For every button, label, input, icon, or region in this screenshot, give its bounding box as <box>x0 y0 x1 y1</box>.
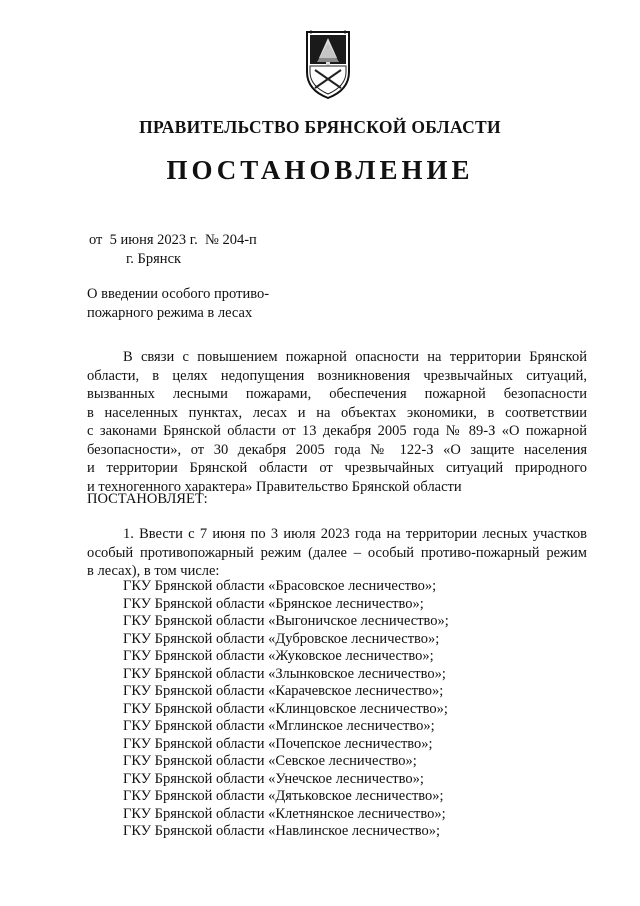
document-type-title: ПОСТАНОВЛЕНИЕ <box>166 155 474 185</box>
subject-line-2: пожарного режима в лесах <box>87 304 253 321</box>
clause-1-line: особый противопожарный режим (далее – особый противо-пожарный режим <box>87 544 587 561</box>
preamble-paragraph <box>87 348 587 496</box>
list-item: ГКУ Брянской области «Жуковское лесничество»; <box>123 648 434 664</box>
decree-word: ПОСТАНОВЛЯЕТ: <box>87 491 208 507</box>
forestry-list <box>123 578 449 841</box>
list-item: ГКУ Брянской области «Брасовское лесничество»; <box>123 578 437 594</box>
document-subject <box>87 285 269 322</box>
list-item: ГКУ Брянской области «Дубровское лесничество»; <box>123 630 440 647</box>
list-item: ГКУ Брянской области «Злынковское лесничество»; <box>123 665 446 682</box>
preamble-line: с законами Брянской области от 13 декабря 2005 года № 89-З «О пожарной <box>87 423 587 439</box>
list-item: ГКУ Брянской области «Выгоничское лесничество»; <box>123 613 449 629</box>
list-item: ГКУ Брянской области «Унечское лесничество»; <box>123 770 424 787</box>
clause-1-line: 1. Ввести с 7 июня по 3 июля 2023 года на территории лесных участков <box>123 526 587 542</box>
preamble-line: области, в целях недопущения возникновения чрезвычайных ситуаций, <box>87 367 587 384</box>
list-item: ГКУ Брянской области «Севское лесничество»; <box>123 753 417 769</box>
clause-1-line: в лесах), в том числе: <box>87 563 220 579</box>
preamble-line: и территории Брянской области от чрезвычайных ситуаций природного <box>87 460 587 476</box>
city: г. Брянск <box>126 251 182 267</box>
list-item: ГКУ Брянской области «Почепское лесничество»; <box>123 735 433 752</box>
date-and-number: от 5 июня 2023 г. № 204-п <box>89 232 257 248</box>
preamble-line: и техногенного характера» Правительство Брянской области <box>87 478 462 495</box>
bryansk-coat-of-arms-icon <box>301 28 355 102</box>
list-item: ГКУ Брянской области «Мглинское лесничество»; <box>123 718 435 734</box>
list-item: ГКУ Брянской области «Клетнянское лесничество»; <box>123 805 446 822</box>
preamble-line: вызванных лесными пожарами, обеспечения пожарной безопасности <box>87 386 587 402</box>
list-item: ГКУ Брянской области «Дятьковское лесничество»; <box>123 788 444 804</box>
subject-line-1: О введении особого противо- <box>87 286 270 302</box>
clause-1 <box>87 525 587 581</box>
government-name: ПРАВИТЕЛЬСТВО БРЯНСКОЙ ОБЛАСТИ <box>139 117 501 137</box>
list-item: ГКУ Брянской области «Карачевское лесничество»; <box>123 683 444 699</box>
preamble-line: В связи с повышением пожарной опасности на территории Брянской <box>123 349 587 365</box>
list-item: ГКУ Брянской области «Навлинское лесничество»; <box>123 823 441 839</box>
preamble-line: безопасности», от 30 декабря 2005 года № 122-З «О защите населения <box>87 441 587 458</box>
preamble-line: в населенных пунктах, лесах и на объектах экономики, в соответствии <box>87 404 587 421</box>
list-item: ГКУ Брянской области «Брянское лесничество»; <box>123 595 424 612</box>
list-item: ГКУ Брянской области «Клинцовское лесничество»; <box>123 700 448 717</box>
